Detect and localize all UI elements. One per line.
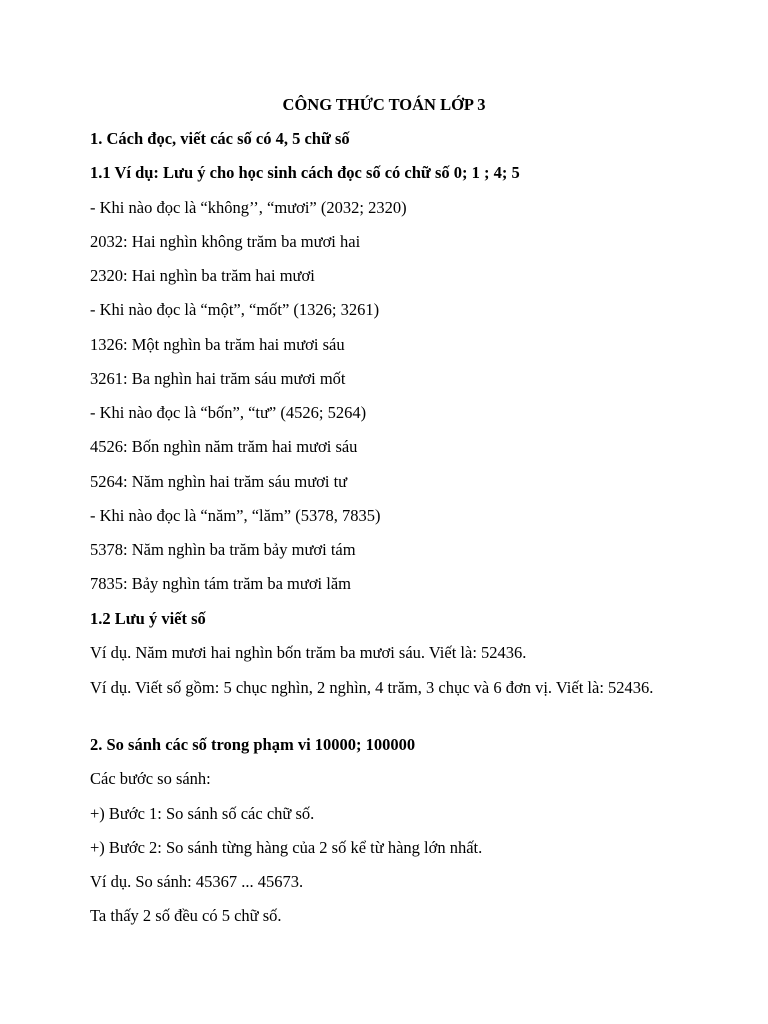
paragraph-line: 4526: Bốn nghìn năm trăm hai mươi sáu (90, 437, 358, 456)
paragraph-line: 2320: Hai nghìn ba trăm hai mươi (90, 266, 315, 285)
paragraph-line: +) Bước 1: So sánh số các chữ số. (90, 804, 315, 823)
paragraph-line: - Khi nào đọc là “bốn”, “tư” (4526; 5264) (90, 403, 367, 422)
section-heading-1: 1. Cách đọc, viết các số có 4, 5 chữ số (90, 129, 350, 148)
paragraph-line: Các bước so sánh: (90, 769, 211, 788)
paragraph-line: Ví dụ. Viết số gồm: 5 chục nghìn, 2 nghìn, 4 trăm, 3 chục và 6 đơn vị. Viết là: 52436. (90, 678, 654, 697)
paragraph-line: 3261: Ba nghìn hai trăm sáu mươi mốt (90, 369, 346, 388)
document-title: CÔNG THỨC TOÁN LỚP 3 (282, 95, 486, 114)
paragraph-line: 5378: Năm nghìn ba trăm bảy mươi tám (90, 540, 356, 559)
paragraph-line: - Khi nào đọc là “không’’, “mươi” (2032; 2320) (90, 198, 407, 217)
subsection-heading-1-1: 1.1 Ví dụ: Lưu ý cho học sinh cách đọc số có chữ số 0; 1 ; 4; 5 (90, 163, 520, 182)
paragraph-line: 2032: Hai nghìn không trăm ba mươi hai (90, 232, 361, 251)
paragraph-line: - Khi nào đọc là “một”, “mốt” (1326; 3261) (90, 300, 380, 319)
paragraph-line: 1326: Một nghìn ba trăm hai mươi sáu (90, 335, 345, 354)
paragraph-line: - Khi nào đọc là “năm”, “lăm” (5378, 7835) (90, 506, 381, 525)
paragraph-line: 7835: Bảy nghìn tám trăm ba mươi lăm (90, 574, 352, 593)
paragraph-line: Ví dụ. Năm mươi hai nghìn bốn trăm ba mươi sáu. Viết là: 52436. (90, 643, 527, 662)
paragraph-line: 5264: Năm nghìn hai trăm sáu mươi tư (90, 472, 348, 491)
paragraph-line: Ta thấy 2 số đều có 5 chữ số. (90, 906, 282, 925)
paragraph-line: Ví dụ. So sánh: 45367 ... 45673. (90, 872, 304, 891)
subsection-heading-1-2: 1.2 Lưu ý viết số (90, 609, 206, 628)
paragraph-line: +) Bước 2: So sánh từng hàng của 2 số kể từ hàng lớn nhất. (90, 838, 483, 857)
section-heading-2: 2. So sánh các số trong phạm vi 10000; 100000 (90, 735, 416, 754)
